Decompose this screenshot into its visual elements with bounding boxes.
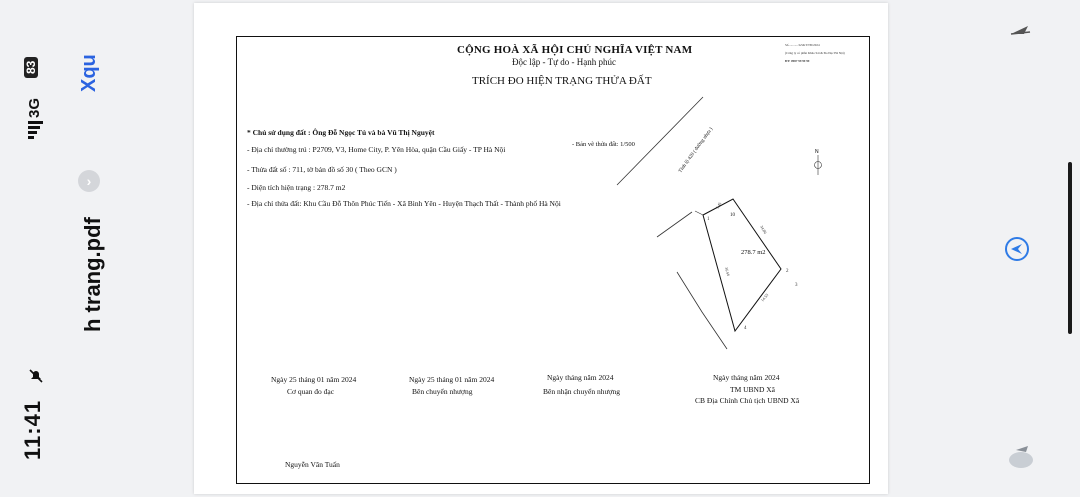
- owner-line: * Chủ sử dụng đất : Ông Đỗ Ngọc Tú và bà Vũ Thị Nguyệt: [247, 128, 435, 137]
- sig-1-date: Ngày 25 tháng 01 năm 2024: [271, 375, 357, 384]
- pdf-page: [194, 3, 888, 494]
- document-title: TRÍCH ĐO HIỆN TRẠNG THỬA ĐẤT: [472, 75, 652, 87]
- edge-label-3: 14.55: [759, 292, 770, 303]
- sig-4-role: TM UBND Xã: [730, 385, 775, 394]
- signal-icon: [28, 118, 44, 142]
- area-line: - Diện tích hiện trạng : 278.7 m2: [247, 183, 346, 192]
- sig-3-role: Bên nhận chuyển nhượng: [543, 387, 620, 396]
- parcel-drawing: [607, 87, 857, 357]
- country-name: CỘNG HOÀ XÃ HỘI CHỦ NGHĨA VIỆT NAM: [457, 44, 693, 56]
- parcel-area-label: 278.7 m2: [741, 249, 766, 256]
- road-label: Tỉnh lộ 420 ( đường nhựa ): [678, 127, 715, 174]
- stamp-line-3: ĐT: 0987 99 99 99: [785, 59, 810, 63]
- sig-2-date: Ngày 25 tháng 01 năm 2024: [409, 375, 495, 384]
- sig-4-date: Ngày tháng năm 2024: [713, 373, 780, 382]
- sig-2-role: Bên chuyển nhượng: [412, 387, 473, 396]
- parcel-line: - Thửa đất số : 711, tờ bản đồ số 30 ( Theo GCN ): [247, 165, 397, 174]
- location-line: - Địa chỉ thửa đất: Khu Cầu Đỗ Thôn Phúc Tiến - Xã Bình Yên - Huyện Thạch Thất - Thành phố Hà Nội: [247, 199, 561, 208]
- map-frame: [236, 36, 870, 484]
- mute-bell-icon: [28, 368, 44, 384]
- point-1: 1: [707, 217, 710, 222]
- pencil-icon[interactable]: [1006, 442, 1036, 470]
- sig-4-subroles: CB Địa Chính Chủ tịch UBND Xã: [695, 396, 800, 405]
- sig-3-date: Ngày tháng năm 2024: [547, 373, 614, 382]
- stamp-line-2: (Công ty cổ phần Khảo Sát & Đo Đạc Hà Nội): [785, 51, 845, 55]
- address-line: - Địa chỉ thường trú : P2709, V3, Home City, P. Yên Hòa, quận Cầu Giấy - TP Hà Nội: [247, 145, 506, 154]
- stamp-line-1: Số............/GSKT/TĐ/2024: [785, 43, 820, 47]
- motto: Độc lập - Tự do - Hạnh phúc: [512, 57, 616, 67]
- file-title: h trang.pdf: [80, 217, 105, 332]
- chevron-right-icon[interactable]: ›: [78, 170, 100, 192]
- edge-label-4: 36.66: [723, 266, 732, 277]
- network-type: 3G: [26, 97, 43, 118]
- scale-line: - Bản vẽ thửa đất: 1/500: [572, 141, 635, 148]
- status-time: 11:41: [20, 399, 45, 460]
- point-3: 3: [795, 283, 798, 288]
- sig-1-role: Cơ quan đo đạc: [287, 387, 335, 396]
- sig-1-name: Nguyễn Văn Tuấn: [285, 460, 340, 469]
- point-4: 4: [744, 326, 747, 331]
- compass-icon[interactable]: [1004, 236, 1030, 262]
- parcel-number: 10: [730, 213, 735, 218]
- svg-text:N: N: [815, 149, 819, 155]
- status-bar: [0, 0, 70, 497]
- edge-label-2: 34.86: [759, 224, 768, 235]
- edge-label-1: 5.45: [714, 201, 723, 210]
- point-2: 2: [786, 269, 789, 274]
- battery-level: 83: [24, 57, 38, 78]
- app-logo: Xqu: [78, 54, 100, 92]
- share-icon[interactable]: [1008, 22, 1032, 38]
- scrollbar-thumb[interactable]: [1068, 162, 1072, 334]
